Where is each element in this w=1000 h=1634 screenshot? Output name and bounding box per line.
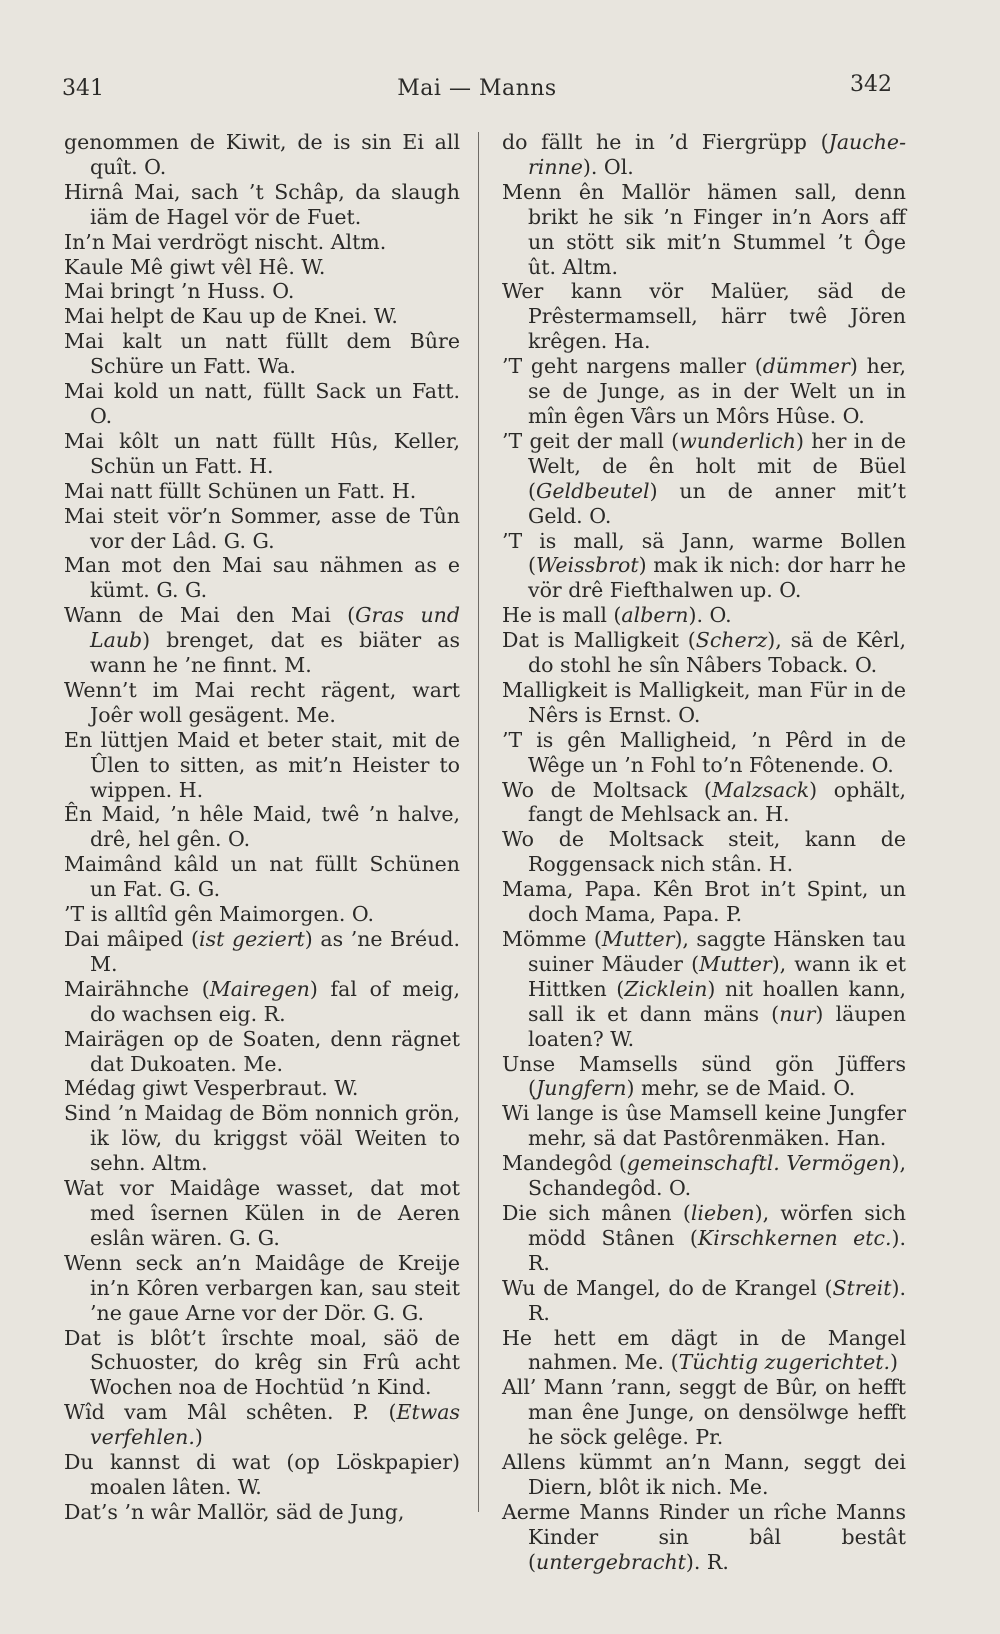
entry-text: Mairägen op de Soaten, denn rägnet dat Dukoaten. Me. <box>64 1026 460 1076</box>
proverb-entry <box>64 229 460 255</box>
entry-text: Mai natt füllt Schünen un Fatt. H. <box>64 478 417 503</box>
entry-text: ). O. <box>688 603 732 628</box>
gloss-text: wunderlich <box>679 428 796 453</box>
proverb-entry <box>64 304 460 329</box>
proverb-entry <box>502 428 906 529</box>
entry-text: ), wörfen sich mödd Stânen ( <box>528 1200 906 1250</box>
gloss-text: Weissbrot <box>536 553 639 578</box>
gloss-text: Jauche-rinne <box>528 130 906 179</box>
gloss-text: lieben <box>690 1200 755 1225</box>
entry-text: ) as ’ne Bréud. M. <box>90 927 461 976</box>
entry-text: ). R. <box>528 1275 906 1325</box>
entry-text: Hirnâ Mai, sach ’t Schâp, da slaugh iäm de Hagel vör de Fuet. <box>64 179 460 229</box>
proverb-entry <box>64 279 460 304</box>
entry-text: In’n Mai verdrögt nischt. Altm. <box>64 229 387 254</box>
entry-text: ), saggte Hänsken tau suiner Mäuder ( <box>528 927 906 976</box>
proverb-entry <box>502 1325 906 1376</box>
left-page-number: 341 <box>62 76 104 101</box>
proverb-entry <box>502 1499 906 1575</box>
gloss-text: ist geziert <box>199 927 305 951</box>
entry-text: ) un de anner mit’t Geld. O. <box>528 478 906 528</box>
gloss-text: Jungfern <box>536 1076 627 1101</box>
gloss-text: untergebracht <box>536 1549 686 1574</box>
entry-text: ’T geht nargens maller ( <box>502 354 763 379</box>
gloss-text: Malzsack <box>711 777 810 802</box>
proverb-entry <box>64 927 461 977</box>
running-title: Mai — Manns <box>397 76 557 101</box>
gloss-text: Tüchtig zugerichtet. <box>678 1350 891 1375</box>
entry-text: ). Ol. <box>582 154 634 179</box>
proverb-entry <box>502 130 906 180</box>
entry-text: Du kannst di wat (op Löskpapier) moalen lâten. W. <box>64 1450 460 1499</box>
entry-text: do fällt he in ’d Fiergrüpp ( <box>502 130 829 154</box>
proverb-entry <box>64 976 460 1027</box>
entry-text: ) her in de Welt, de ên holt mit de Büel ( <box>528 428 906 503</box>
proverb-entry <box>64 329 460 379</box>
entry-text: Die sich mânen ( <box>502 1200 691 1225</box>
proverb-entry <box>502 603 906 628</box>
entry-text: Mai helpt de Kau up de Knei. W. <box>64 304 398 329</box>
entry-text: ). R. <box>685 1549 729 1574</box>
proverb-entry <box>64 478 460 504</box>
gloss-text: nur <box>779 1001 816 1026</box>
proverb-entry <box>64 1450 460 1500</box>
proverb-entry <box>502 1151 906 1201</box>
entry-text: Man mot den Mai sau nähmen as e kümt. G. G. <box>64 553 460 603</box>
entry-text: Kaule Mê giwt vêl Hê. W. <box>64 254 326 279</box>
proverb-entry <box>502 777 906 828</box>
entry-text: ’T is gên Malligheid, ’n Pêrd in de Wêge un ’n Fohl to’n Fôtenende. O. <box>502 727 906 777</box>
proverb-entry <box>64 677 460 728</box>
entry-text: ) her, se de Junge, as in der Welt un in mîn êgen Vârs un Môrs Hûse. O. <box>528 354 906 428</box>
gloss-text: Scherz <box>695 628 768 653</box>
proverb-entry <box>64 254 460 280</box>
entry-text: All’ Mann ’rann, seggt de Bûr, on hefft man êne Junge, on densölwge hefft he söck gelêge. Pr. <box>502 1375 906 1450</box>
gloss-text: albern <box>621 603 689 628</box>
entry-text: He hett em dägt in de Mangel nahmen. Me. ( <box>502 1325 906 1375</box>
left-column <box>64 130 460 1525</box>
entry-text: ) mehr, se de Maid. O. <box>626 1076 856 1101</box>
proverb-entry <box>64 428 460 479</box>
proverb-entry <box>502 628 906 678</box>
proverb-entry <box>64 603 460 678</box>
entry-text: Wann de Mai den Mai ( <box>64 603 356 628</box>
entry-text: genommen de Kiwit, de is sin Ei all quît. O. <box>64 130 460 179</box>
entry-text: Wo de Moltsack ( <box>502 777 712 802</box>
proverb-entry <box>64 1076 460 1101</box>
entry-text: ), wann ik et Hittken ( <box>528 951 906 1001</box>
entry-text: He is mall ( <box>502 603 622 628</box>
entry-text: ) fal of meig, do wachsen eig. R. <box>90 976 460 1026</box>
entry-text: ), Schandegôd. O. <box>528 1151 906 1201</box>
entry-text: Mairähnche ( <box>64 976 210 1001</box>
entry-text: ) <box>194 1425 203 1450</box>
entry-text: Wîd vam Mâl schêten. P. ( <box>64 1400 397 1425</box>
proverb-entry <box>64 852 460 902</box>
gloss-text: Kirschkernen etc. <box>697 1225 892 1250</box>
proverb-entry <box>502 827 906 877</box>
entry-text: Dat’s ’n wâr Mallör, säd de Jung, <box>64 1499 405 1524</box>
proverb-entry <box>64 1101 460 1176</box>
entry-text: Allens kümmt an’n Mann, seggt dei Diern, blôt ik nich. Me. <box>502 1450 906 1499</box>
proverb-entry <box>64 727 460 803</box>
proverb-entry <box>64 553 460 603</box>
entry-text: Wenn seck an’n Maidâge de Kreije in’n Kôren verbargen kan, sau steit ’ne gaue Arne vor der Dör. G. G. <box>64 1250 460 1325</box>
entry-text: Dat is blôt’t îrschte moal, säö de Schuoster, do krêg sin Frû acht Wochen noa de Hochtüd ’n Kind. <box>64 1325 460 1400</box>
entry-text: Mama, Papa. Kên Brot in’t Spint, un doch Mama, Papa. P. <box>502 877 906 927</box>
entry-text: Wo de Moltsack steit, kann de Roggensack nich stân. H. <box>502 827 906 877</box>
proverb-entry <box>502 727 906 778</box>
entry-text: Mai kalt un natt füllt dem Bûre Schüre un Fatt. Wa. <box>64 329 460 379</box>
gloss-text: Geldbeutel <box>536 478 650 503</box>
proverb-entry <box>64 503 460 554</box>
proverb-entry <box>64 1325 460 1401</box>
proverb-entry <box>502 1375 906 1450</box>
entry-text: ) brenget, dat es biäter as wann he ’ne finnt. M. <box>90 628 460 678</box>
entry-text: Dat is Malligkeit ( <box>502 628 696 653</box>
gloss-text: Etwas verfehlen. <box>90 1400 460 1450</box>
entry-text: ) läupen loaten? W. <box>528 1001 907 1051</box>
entry-text: ) <box>890 1350 899 1375</box>
gloss-text: Zicklein <box>624 976 708 1001</box>
entry-text: Mandegôd ( <box>502 1151 627 1176</box>
entry-text: Wu de Mangel, do de Krangel ( <box>502 1275 833 1300</box>
entry-text: Maimând kâld un nat füllt Schünen un Fat. G. G. <box>64 852 460 902</box>
entry-text: Unse Mamsells sünd gön Jüffers ( <box>502 1051 906 1101</box>
proverb-entry <box>64 1176 460 1251</box>
entry-text: Wi lange is ûse Mamsell keine Jungfer mehr, sä dat Pastôrenmäken. Han. <box>502 1101 906 1151</box>
entry-text: ), sä de Kêrl, do stohl he sîn Nâbers Toback. O. <box>528 628 906 678</box>
entry-text: ) nit hoallen kann, sall ik et dann mäns ( <box>528 976 906 1026</box>
proverb-entry <box>502 1051 906 1102</box>
proverb-entry <box>502 279 906 354</box>
proverb-entry <box>64 1250 460 1326</box>
gloss-text: dümmer <box>762 354 850 379</box>
entry-text: Ên Maid, ’n hêle Maid, twê ’n halve, drê, hel gên. O. <box>64 802 460 852</box>
proverb-entry <box>64 379 460 429</box>
gloss-text: gemeinschaftl. Vermögen <box>626 1151 892 1176</box>
entry-text: Aerme Manns Rinder un rîche Manns Kinder sin bâl bestât ( <box>502 1499 906 1574</box>
entry-text: ) mak ik nich: dor harr he vör drê Fiefthalwen up. O. <box>528 553 906 603</box>
gloss-text: Mairegen <box>209 976 310 1001</box>
entry-text: ’T is alltîd gên Maimorgen. O. <box>64 902 375 927</box>
proverb-entry <box>502 1101 906 1151</box>
entry-text: ’T geit der mall ( <box>502 428 680 453</box>
entry-text: Mai steit vör’n Sommer, asse de Tûn vor der Lâd. G. G. <box>64 503 460 553</box>
right-column <box>502 130 906 1575</box>
entry-text: Médag giwt Vesperbraut. W. <box>64 1076 359 1101</box>
running-head <box>62 68 892 108</box>
entry-text: Malligkeit is Malligkeit, man Für in de Nêrs is Ernst. O. <box>502 677 906 727</box>
entry-text: Mai kold un natt, füllt Sack un Fatt. O. <box>64 379 460 428</box>
proverb-entry <box>502 354 906 429</box>
entry-text: Mai bringt ’n Huss. O. <box>64 279 295 304</box>
gloss-text: Streit <box>832 1275 892 1300</box>
proverb-entry <box>64 130 460 180</box>
gloss-text: Mutter <box>699 951 772 976</box>
entry-text: Wer kann vör Malüer, säd de Prêstermamsell, härr twê Jören krêgen. Ha. <box>502 279 906 354</box>
entry-text: Mai kôlt un natt füllt Hûs, Keller, Schün un Fatt. H. <box>64 428 460 478</box>
entry-text: Wat vor Maidâge wasset, dat mot med îsernen Külen in de Aeren eslân wären. G. G. <box>64 1176 460 1250</box>
proverb-entry <box>502 1450 906 1500</box>
entry-text: ). R. <box>528 1225 906 1275</box>
entry-text: Wenn’t im Mai recht rägent, wart Joêr woll gesägent. Me. <box>64 677 460 727</box>
column-divider <box>478 132 479 1512</box>
proverb-entry <box>64 179 460 230</box>
proverb-entry <box>502 528 906 604</box>
proverb-entry <box>64 1400 460 1450</box>
entry-text: En lüttjen Maid et beter stait, mit de Ûlen to sitten, as mit’n Heister to wippen. H. <box>64 727 460 802</box>
gloss-text: Mutter <box>601 927 675 951</box>
entry-text: Sind ’n Maidag de Böm nonnich grön, ik löw, du kriggst vöäl Weiten to sehn. Altm. <box>64 1101 460 1176</box>
proverb-entry <box>64 802 460 852</box>
entry-text: Menn ên Mallör hämen sall, denn brikt he sik ’n Finger in’n Aors aff un stött sik mit’n Stummel ’t Ôge ût. Altm. <box>502 179 906 279</box>
proverb-entry <box>502 927 907 1052</box>
proverb-entry <box>64 1499 460 1525</box>
right-page-number: 342 <box>850 72 892 97</box>
entry-text: ) ophält, fangt de Mehlsack an. H. <box>528 777 906 827</box>
proverb-entry <box>502 1275 906 1326</box>
proverb-entry <box>502 1200 906 1276</box>
entry-text: Mömme ( <box>502 927 602 951</box>
proverb-entry <box>502 677 906 728</box>
entry-text: Dai mâiped ( <box>64 927 200 951</box>
proverb-entry <box>64 1026 460 1077</box>
entry-text: ’T is mall, sä Jann, warme Bollen ( <box>502 528 906 578</box>
gloss-text: Gras und Laub <box>90 603 460 653</box>
proverb-entry <box>502 877 906 927</box>
proverb-entry <box>64 902 460 927</box>
proverb-entry <box>502 179 906 280</box>
